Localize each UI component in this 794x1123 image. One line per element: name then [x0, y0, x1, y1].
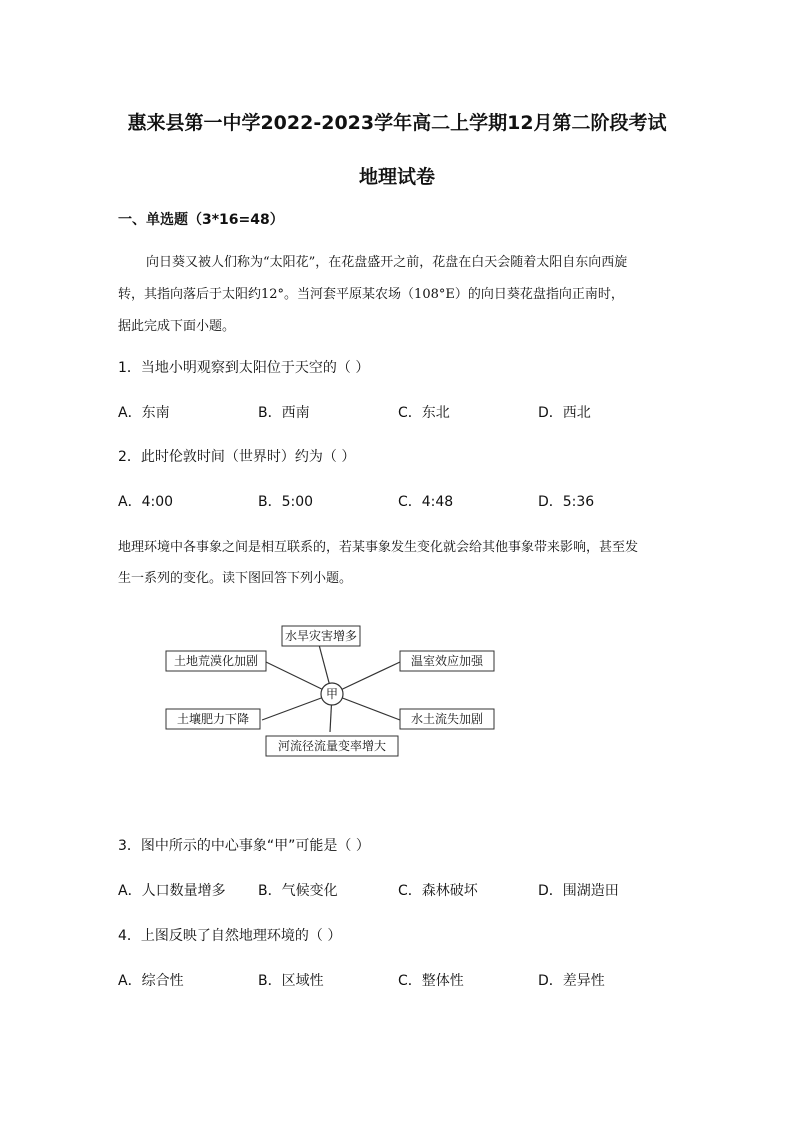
question-4: 4．上图反映了自然地理环境的（ ）: [118, 928, 342, 944]
node-label: 水旱灾害增多: [284, 629, 358, 643]
node-desertification: [166, 651, 266, 671]
question-3: 3．图中所示的中心事象“甲”可能是（ ）: [118, 838, 370, 854]
node-flood-drought: [282, 626, 360, 646]
q4-option-d[interactable]: D．差异性: [538, 973, 605, 989]
q4-option-c[interactable]: C．整体性: [398, 973, 464, 989]
node-soil-fertility: [166, 709, 260, 729]
passage2-line: 地理环境中各事象之间是相互联系的，若某事象发生变化就会给其他事象带来影响，甚至发: [118, 540, 639, 555]
node-runoff-variability: [266, 736, 398, 756]
q3-option-c[interactable]: C．森林破坏: [398, 883, 478, 899]
center-label: 甲: [325, 687, 339, 701]
node-label: 温室效应加强: [410, 654, 484, 668]
node-soil-erosion: [400, 709, 494, 729]
center-node: [321, 683, 343, 705]
passage1-line: 向日葵又被人们称为“太阳花”，在花盘盛开之前，花盘在白天会随着太阳自东向西旋: [146, 255, 628, 270]
concept-diagram: [0, 610, 794, 770]
node-greenhouse: [400, 651, 494, 671]
question-2: 2．此时伦敦时间（世界时）约为（ ）: [118, 449, 356, 465]
q2-option-b[interactable]: B．5:00: [258, 494, 314, 510]
q1-option-c[interactable]: C．东北: [398, 405, 450, 421]
q4-option-a[interactable]: A．综合性: [118, 973, 184, 989]
q3-option-d[interactable]: D．围湖造田: [538, 883, 619, 899]
q3-option-a[interactable]: A．人口数量增多: [118, 883, 226, 899]
q2-option-c[interactable]: C．4:48: [398, 494, 454, 510]
node-label: 水土流失加剧: [410, 712, 484, 726]
node-label: 土壤肥力下降: [176, 712, 250, 726]
q2-option-d[interactable]: D．5:36: [538, 494, 595, 510]
q4-option-b[interactable]: B．区域性: [258, 973, 324, 989]
passage1-line: 转，其指向落后于太阳约12°。当河套平原某农场（108°E）的向日葵花盘指向正南时，: [118, 287, 624, 302]
node-label: 土地荒漠化加剧: [173, 654, 259, 668]
q3-option-b[interactable]: B．气候变化: [258, 883, 338, 899]
q1-option-b[interactable]: B．西南: [258, 405, 310, 421]
node-label: 河流径流量变率增大: [277, 739, 387, 753]
page-title: 惠来县第一中学2022-2023学年高二上学期12月第二阶段考试: [127, 112, 667, 134]
q1-option-a[interactable]: A．东南: [118, 405, 170, 421]
passage2-line: 生一系列的变化。读下图回答下列小题。: [118, 571, 353, 586]
q1-option-d[interactable]: D．西北: [538, 405, 591, 421]
q2-option-a[interactable]: A．4:00: [118, 494, 174, 510]
question-1: 1．当地小明观察到太阳位于天空的（ ）: [118, 360, 370, 376]
page-subtitle: 地理试卷: [358, 166, 435, 188]
passage1-line: 据此完成下面小题。: [118, 319, 236, 334]
section-heading: 一、单选题（3*16=48）: [118, 212, 284, 228]
